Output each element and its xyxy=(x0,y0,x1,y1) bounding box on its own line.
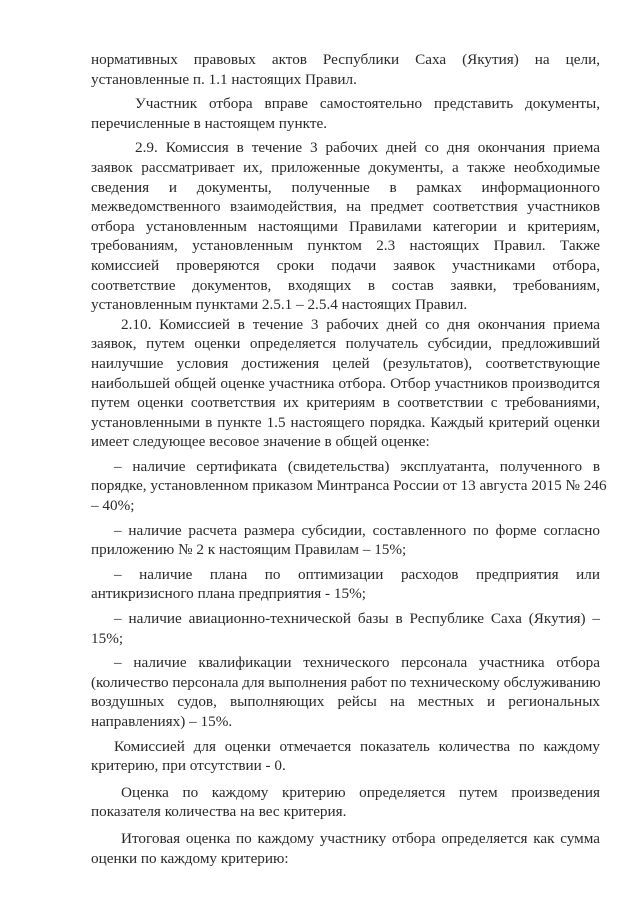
paragraph-criterion-score xyxy=(91,783,600,822)
text-line: соответствие документов, входящих в состав заявки, требованиям, xyxy=(91,276,600,294)
text-line: требованиям, установленным пунктом 2.3 настоящих Правил. Также xyxy=(91,237,600,255)
text-line: – наличие квалификации технического персонала участника отбора xyxy=(114,654,600,672)
list-item-subsidy-calculation xyxy=(91,521,600,560)
text-line: Итоговая оценка по каждому участнику отбора определяется как сумма xyxy=(121,829,600,847)
text-line: 15%; xyxy=(91,629,124,647)
text-line: Участник отбора вправе самостоятельно представить документы, xyxy=(135,95,600,113)
text-line: – наличие плана по оптимизации расходов предприятия или xyxy=(114,565,600,583)
text-line: показателя количества на вес критерия. xyxy=(91,803,347,821)
text-line: оценки по каждому критерию: xyxy=(91,849,289,867)
text-line: сведения и документы, полученные в рамках информационного xyxy=(91,178,600,196)
text-line: отбора установленным настоящими Правилами категории и критериям, xyxy=(91,217,600,235)
text-line: – наличие расчета размера субсидии, составленного по форме согласно xyxy=(114,521,600,539)
list-item-certificate xyxy=(91,457,607,516)
text-line: заявок, путем оценки определяется получатель субсидии, предложивший xyxy=(91,335,600,353)
text-line: межведомственного взаимодействия, на предмет соответствия участников xyxy=(91,198,600,216)
text-line: имеет следующее весовое значение в общей оценке: xyxy=(91,433,430,451)
text-line: установленными в пункте 1.5 настоящего порядка. Каждый критерий оценки xyxy=(91,413,600,431)
text-line: антикризисного плана предприятия - 15%; xyxy=(91,585,366,603)
text-line: Комиссией для оценки отмечается показатель количества по каждому xyxy=(114,737,600,755)
text-line: направлениях) – 15%. xyxy=(91,713,233,730)
text-line: перечисленные в настоящем пункте. xyxy=(91,114,327,132)
document-page xyxy=(91,50,607,868)
text-line: заявок рассматривает их, приложенные документы, а также необходимые xyxy=(91,158,600,176)
list-item-technical-base xyxy=(91,609,600,648)
paragraph-clause-2-10 xyxy=(91,315,600,452)
text-line: установленные п. 1.1 настоящих Правил. xyxy=(91,70,357,88)
paragraph-clause-2-9 xyxy=(91,138,600,314)
text-line: комиссией проверяются сроки подачи заявок участниками отбора, xyxy=(91,256,600,274)
text-line: 2.9. Комиссия в течение 3 рабочих дней со дня окончания приема xyxy=(135,139,600,157)
text-line: приложению № 2 к настоящим Правилам – 15%; xyxy=(91,541,407,559)
text-line: (количество персонала для выполнения работ по техническому обслуживанию xyxy=(91,673,601,691)
text-line: 2.10. Комиссией в течение 3 рабочих дней со дня окончания приема xyxy=(121,315,600,333)
list-item-staff-qualification xyxy=(91,653,600,731)
text-line: установленным пунктами 2.5.1 – 2.5.4 настоящих Правил. xyxy=(91,296,468,314)
text-line: воздушных судов, выполняющих рейсы на местных и региональных xyxy=(91,693,600,711)
paragraph-final-score xyxy=(91,829,600,868)
text-line: наилучшие условия достижения целей (результатов), соответствующие xyxy=(91,354,600,372)
paragraph-legal-acts xyxy=(91,50,600,89)
text-line: Оценка по каждому критерию определяется путем произведения xyxy=(121,783,600,801)
text-line: путем оценки соответствия их критериям в соответствии с требованиями, xyxy=(91,394,600,412)
text-line: – наличие сертификата (свидетельства) эксплуатанта, полученного в xyxy=(114,457,600,475)
text-line: нормативных правовых актов Республики Саха (Якутия) на цели, xyxy=(91,51,600,68)
paragraph-commission-marks xyxy=(91,737,600,776)
text-line: – 40%; xyxy=(91,497,135,515)
list-item-optimization-plan xyxy=(91,565,600,604)
text-line: порядке, установленном приказом Минтранса России от 13 августа 2015 № 246 xyxy=(91,477,607,495)
text-line: – наличие авиационно-технической базы в Республике Саха (Якутия) – xyxy=(114,610,600,628)
text-line: критерию, при отсутствии - 0. xyxy=(91,757,286,775)
paragraph-participant-right xyxy=(91,94,600,133)
text-line: наибольшей общей оценке участника отбора. Отбор участников производится xyxy=(91,374,600,392)
